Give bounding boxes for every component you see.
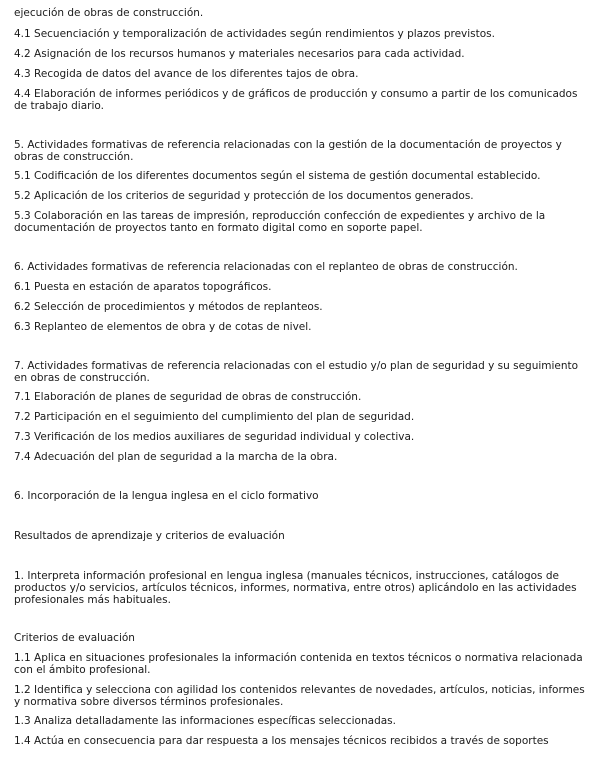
item-7-4: 7.4 Adecuación del plan de seguridad a la marcha de la obra. [14,451,338,463]
learning-outcomes-heading: Resultados de aprendizaje y criterios de evaluación [14,530,285,542]
item-7-1: 7.1 Elaboración de planes de seguridad de obras de construcción. [14,391,362,403]
item-6-1: 6.1 Puesta en estación de aparatos topográficos. [14,281,272,293]
item-4-2: 4.2 Asignación de los recursos humanos y materiales necesarios para cada actividad. [14,48,465,60]
section-6-heading: 6. Actividades formativas de referencia relacionadas con el replanteo de obras de construcción. [14,261,518,273]
item-5-1: 5.1 Codificación de los diferentes documentos según el sistema de gestión documental establecido. [14,170,541,182]
criterion-1-1: 1.1 Aplica en situaciones profesionales la información contenida en textos técnicos o normativa relacionada con el ámbito profesional. [14,652,583,676]
criterion-1-2: 1.2 Identifica y selecciona con agilidad los contenidos relevantes de novedades, artículos, noticias, informes y normativa sobre diversos términos profesionales. [14,684,585,708]
item-4-3: 4.3 Recogida de datos del avance de los diferentes tajos de obra. [14,68,359,80]
criterion-1-4: 1.4 Actúa en consecuencia para dar respuesta a los mensajes técnicos recibidos a través de soportes [14,735,549,747]
item-6-3: 6.3 Replanteo de elementos de obra y de cotas de nivel. [14,321,312,333]
section-5-heading: 5. Actividades formativas de referencia relacionadas con la gestión de la documentación de proyectos y obras de construcción. [14,139,562,163]
item-4-4: 4.4 Elaboración de informes periódicos y de gráficos de producción y consumo a partir de los comunicados de trabajo diario. [14,88,578,112]
item-5-2: 5.2 Aplicación de los criterios de seguridad y protección de los documentos generados. [14,190,474,202]
item-4-1: 4.1 Secuenciación y temporalización de actividades según rendimientos y plazos previstos. [14,28,495,40]
item-5-3: 5.3 Colaboración en las tareas de impresión, reproducción confección de expedientes y archivo de la documentación de proyectos tanto en formato digital como en soporte papel. [14,210,546,234]
section-heading-english: 6. Incorporación de la lengua inglesa en el ciclo formativo [14,490,319,502]
learning-outcome-1: 1. Interpreta información profesional en lengua inglesa (manuales técnicos, instrucciones, catálogos de productos y/o servicios, artículos técnicos, informes, normativa, entre otros) aplicándolo en las actividades profesionales más habituales. [14,570,577,606]
item-7-2: 7.2 Participación en el seguimiento del cumplimiento del plan de seguridad. [14,411,415,423]
evaluation-criteria-heading: Criterios de evaluación [14,632,135,644]
section-7-heading: 7. Actividades formativas de referencia relacionadas con el estudio y/o plan de seguridad y su seguimiento en obras de construcción. [14,360,579,384]
item-7-3: 7.3 Verificación de los medios auxiliares de seguridad individual y colectiva. [14,431,415,443]
paragraph-continuation: ejecución de obras de construcción. [14,7,204,19]
item-6-2: 6.2 Selección de procedimientos y métodos de replanteos. [14,301,323,313]
criterion-1-3: 1.3 Analiza detalladamente las informaciones específicas seleccionadas. [14,715,396,727]
